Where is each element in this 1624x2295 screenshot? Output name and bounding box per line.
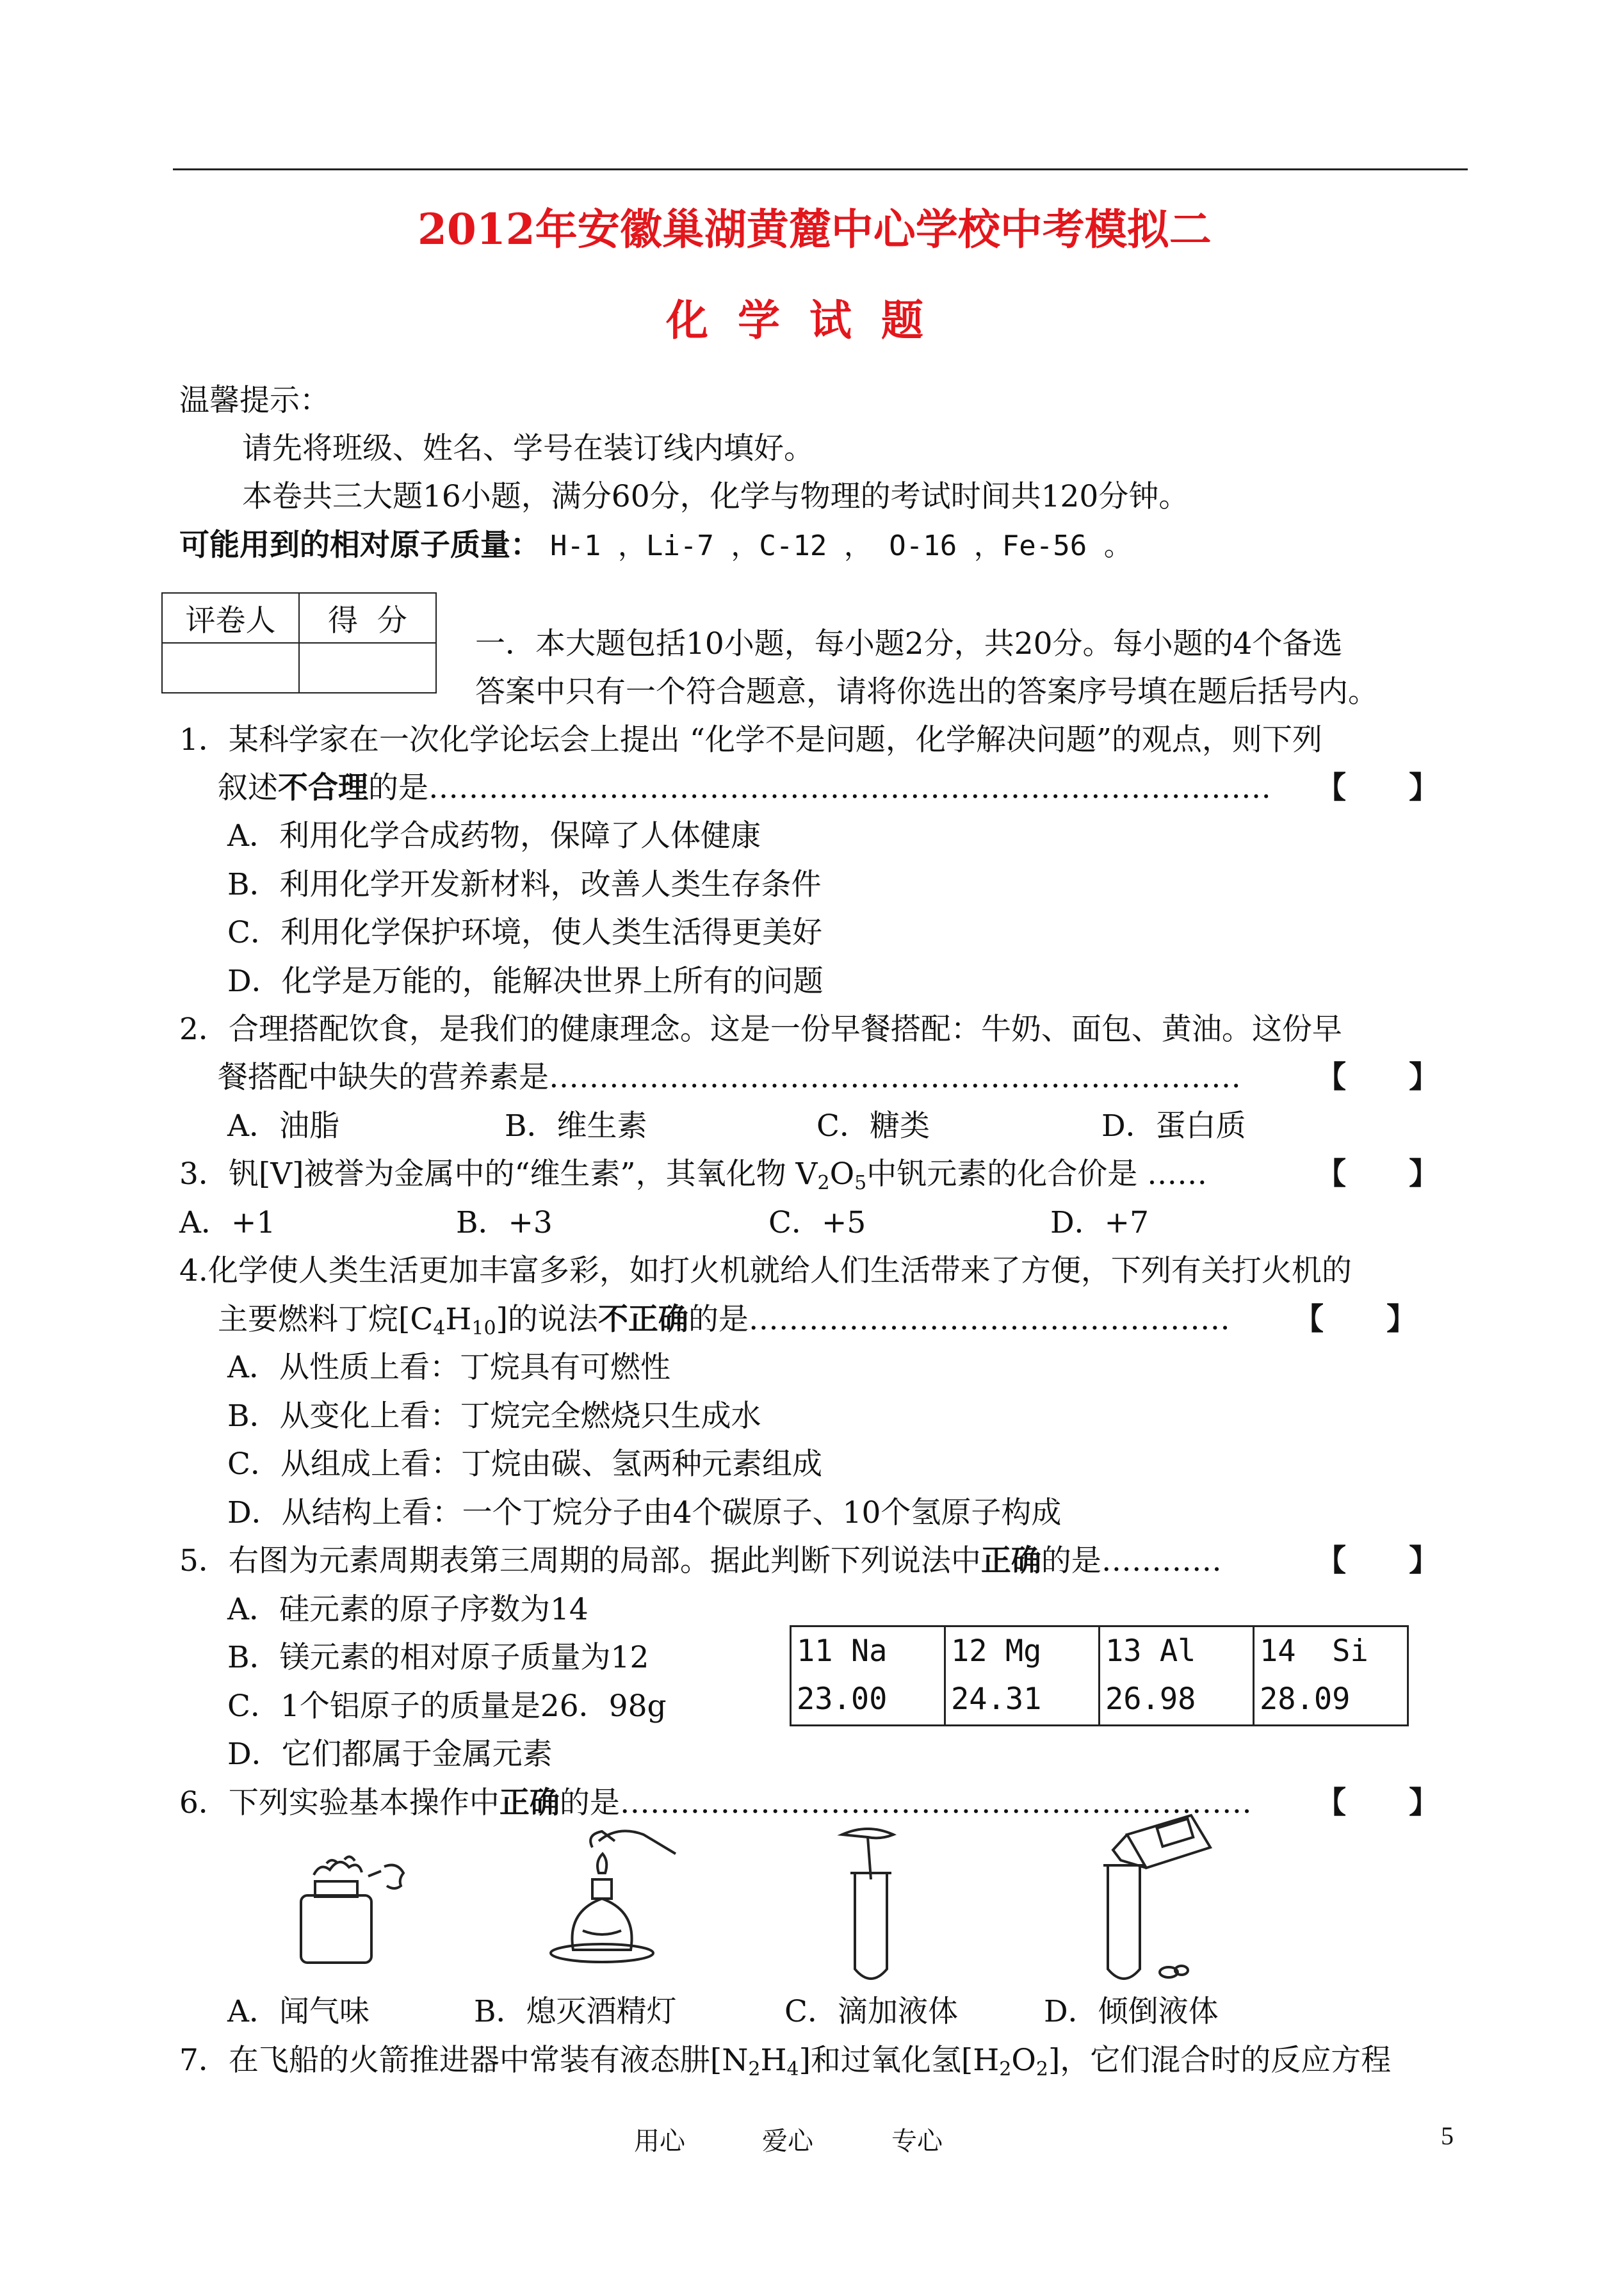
q4-option-c: C．从组成上看：丁烷由碳、氢两种元素组成 bbox=[227, 1447, 822, 1482]
q4-stem-2: 主要燃料丁烷$[C_4H_{10}]$的说法不正确的是………………………………………… bbox=[218, 1302, 1230, 1340]
footer-motto-2: 爱心 bbox=[762, 2127, 813, 2156]
q3-answer-bracket[interactable]: 【 】 bbox=[1316, 1156, 1440, 1192]
section-1-instructions-1: 一．本大题包括10小题，每小题2分，共20分。每小题的4个备选 bbox=[475, 626, 1343, 661]
q5-option-c: C．1个铝原子的质量是26．98g bbox=[227, 1689, 667, 1724]
notice-line-1: 请先将班级、姓名、学号在装订线内填好。 bbox=[242, 431, 814, 466]
q3-option-a: A．+1 bbox=[179, 1205, 276, 1240]
grader-box bbox=[161, 592, 437, 693]
atomic-mass-line bbox=[179, 526, 1132, 565]
q6-keyword: 正确 bbox=[499, 1785, 560, 1821]
grader-cell[interactable] bbox=[162, 643, 299, 693]
q3-stem: 3．钒[V]被誉为金属中的“维生素”，其氧化物 $V_2O_5$中钒元素的化合价是 …… bbox=[179, 1156, 1208, 1194]
q4-stem: 4.化学使人类生活更加丰富多彩，如打火机就给人们生活带来了方便，下列有关打火机的 bbox=[179, 1253, 1352, 1288]
q5-keyword: 正确 bbox=[980, 1543, 1041, 1578]
q3-option-d: D．+7 bbox=[1050, 1205, 1149, 1240]
atomic-mass-label: 可能用到的相对原子质量： bbox=[179, 528, 540, 563]
q6-option-c: C．滴加液体 bbox=[784, 1994, 958, 2029]
q6-stem: 6．下列实验基本操作中正确的是……………………………………………………… bbox=[179, 1785, 1252, 1821]
q2-option-d: D．蛋白质 bbox=[1101, 1108, 1246, 1144]
pouring-liquid-illustration bbox=[1082, 1809, 1223, 1995]
q1-stem-2: 叙述不合理的是………………………………………………………………………… bbox=[218, 770, 1271, 806]
exam-title: 2012年安徽巢湖黄麓中心学校中考模拟二 bbox=[418, 204, 1212, 254]
q1-option-a: A．利用化学合成药物，保障了人体健康 bbox=[227, 818, 761, 854]
q2-stem: 2．合理搭配饮食，是我们的健康理念。这是一份早餐搭配：牛奶、面包、黄油。这份早 bbox=[179, 1012, 1342, 1047]
atomic-mass-values: H-1 ，Li-7 ，C-12 ， O-16 ，Fe-56 。 bbox=[549, 530, 1132, 562]
q2-option-b: B．维生素 bbox=[505, 1108, 647, 1144]
q5-option-d: D．它们都属于金属元素 bbox=[227, 1737, 553, 1772]
score-cell[interactable] bbox=[299, 643, 436, 693]
q2-stem-2: 餐搭配中缺失的营养素是…………………………………………………………… bbox=[218, 1060, 1241, 1095]
element-cell-mg: 12 Mg 24.31 bbox=[945, 1626, 1100, 1726]
q2-answer-bracket[interactable]: 【 】 bbox=[1316, 1060, 1440, 1095]
q6-option-d: D．倾倒液体 bbox=[1044, 1994, 1219, 2029]
q5-option-a: A．硅元素的原子序数为14 bbox=[227, 1592, 589, 1627]
q1-option-c: C．利用化学保护环境，使人类生活得更美好 bbox=[227, 915, 822, 950]
notice-heading: 温馨提示： bbox=[179, 383, 330, 418]
section-1-instructions-2: 答案中只有一个符合题意，请将你选出的答案序号填在题后括号内。 bbox=[475, 674, 1378, 710]
q1-option-d: D．化学是万能的，能解决世界上所有的问题 bbox=[227, 964, 824, 999]
header-rule bbox=[173, 168, 1468, 170]
q4-option-d: D．从结构上看：一个丁烷分子由4个碳原子、10个氢原子构成 bbox=[227, 1495, 1062, 1530]
q5-option-b: B．镁元素的相对原子质量为12 bbox=[227, 1640, 649, 1675]
q6-option-b: B．熄灭酒精灯 bbox=[474, 1994, 677, 2029]
q1-keyword: 不合理 bbox=[278, 770, 368, 806]
periodic-table-excerpt bbox=[790, 1625, 1409, 1726]
q4-option-a: A．从性质上看：丁烷具有可燃性 bbox=[227, 1350, 670, 1385]
q2-option-a: A．油脂 bbox=[227, 1108, 339, 1144]
q4-keyword: 不正确 bbox=[597, 1302, 688, 1337]
footer-motto-1: 用心 bbox=[634, 2127, 685, 2156]
q5-stem: 5．右图为元素周期表第三周期的局部。据此判断下列说法中正确的是………… bbox=[179, 1543, 1222, 1578]
alcohol-lamp-illustration bbox=[522, 1822, 682, 1975]
page-number: 5 bbox=[1441, 2121, 1454, 2150]
q1-answer-bracket[interactable]: 【 】 bbox=[1316, 770, 1440, 806]
dropping-liquid-illustration bbox=[832, 1815, 909, 1988]
q5-answer-bracket[interactable]: 【 】 bbox=[1316, 1543, 1440, 1578]
q2-option-c: C．糖类 bbox=[816, 1108, 930, 1144]
score-label: 得 分 bbox=[299, 593, 436, 643]
q4-answer-bracket[interactable]: 【 】 bbox=[1294, 1302, 1417, 1337]
footer-motto-3: 专心 bbox=[891, 2127, 943, 2156]
q1-stem: 1．某科学家在一次化学论坛会上提出 “化学不是问题，化学解决问题”的观点，则下列 bbox=[179, 722, 1322, 758]
grader-label: 评卷人 bbox=[162, 593, 299, 643]
exam-subtitle: 化 学 试 题 bbox=[666, 295, 923, 345]
element-cell-si: 14 Si 28.09 bbox=[1254, 1626, 1408, 1726]
q1-option-b: B．利用化学开发新材料，改善人类生存条件 bbox=[227, 867, 822, 902]
q3-option-b: B．+3 bbox=[456, 1205, 553, 1240]
element-cell-al: 13 Al 26.98 bbox=[1100, 1626, 1254, 1726]
q4-option-b: B．从变化上看：丁烷完全燃烧只生成水 bbox=[227, 1399, 761, 1434]
q6-answer-bracket[interactable]: 【 】 bbox=[1316, 1785, 1440, 1821]
q6-option-a: A．闻气味 bbox=[227, 1994, 369, 2029]
notice-line-2: 本卷共三大题16小题，满分60分，化学与物理的考试时间共120分钟。 bbox=[242, 479, 1189, 514]
element-cell-na: 11 Na 23.00 bbox=[791, 1626, 945, 1726]
smelling-gas-illustration bbox=[282, 1844, 423, 1972]
q7-stem: 7．在飞船的火箭推进器中常装有液态肼$[N_2H_4]$和过氧化氢$[H_2O_2]$，它们混合时的反应方程 bbox=[179, 2043, 1392, 2080]
q3-option-c: C．+5 bbox=[768, 1205, 866, 1240]
